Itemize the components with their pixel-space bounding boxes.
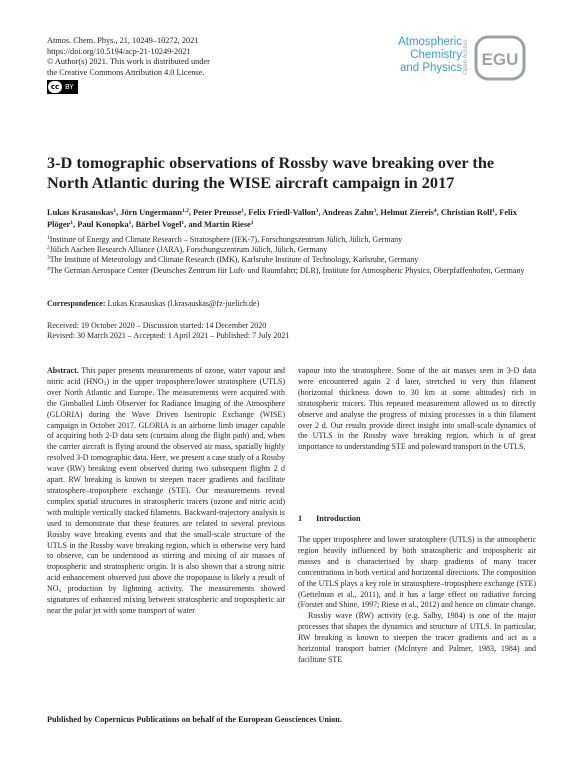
author-name: Helmut Ziereis xyxy=(380,208,434,217)
affiliation-text: The Institute of Meteorology and Climate Research (IMK), Karlsruhe Institute of Technology, Karlsruhe, Germany xyxy=(49,255,419,265)
publisher-footer: Published by Copernicus Publications on behalf of the European Geosciences Union. xyxy=(47,715,342,724)
cc-icon: cc xyxy=(48,81,62,93)
affiliation-item xyxy=(47,266,537,276)
author-name: Felix Friedl-Vallon xyxy=(248,208,316,217)
author-affiliation-mark: 1,2 xyxy=(181,208,189,214)
author-affiliation-mark: 1 xyxy=(70,219,74,226)
revised-accepted-published-dates: Revised: 30 March 2021 – Accepted: 1 April 2021 – Published: 7 July 2021 xyxy=(47,331,290,341)
author-affiliation-mark: 1 xyxy=(250,219,254,226)
correspondence xyxy=(47,299,537,309)
author-affiliation-mark: 1 xyxy=(492,208,496,214)
author-name: Peter Preusse xyxy=(193,208,242,217)
section-title: Introduction xyxy=(316,514,361,523)
author-affiliation-mark: 3 xyxy=(373,208,377,214)
paper-title: 3-D tomographic observations of Rossby wave breaking over the North Atlantic during the WISE aircraft campaign in 2017 xyxy=(47,153,495,193)
author-name: Andreas Zahn xyxy=(322,208,374,217)
journal-name xyxy=(378,36,462,76)
affiliation-text: Institute of Energy and Climate Research – Stratosphere (IEK-7), Forschungszentrum Jülich, Jülich, Germany xyxy=(49,235,403,244)
abstract-paragraph xyxy=(47,366,285,617)
abstract-label: Abstract. xyxy=(47,366,79,375)
journal-name-line3: and Physics xyxy=(399,62,462,75)
egu-logo xyxy=(474,35,526,81)
introduction-body xyxy=(298,535,536,666)
received-discussion-dates: Received: 19 October 2020 – Discussion started: 14 December 2020 xyxy=(47,321,267,330)
author-affiliation-mark: 1 xyxy=(181,219,185,226)
cc-by-badge[interactable] xyxy=(47,80,78,94)
copyright: © Author(s) 2021. This work is distributed under xyxy=(47,57,210,67)
section-heading-introduction xyxy=(298,514,361,523)
license-text: the Creative Commons Attribution 4.0 License. xyxy=(47,67,205,77)
publication-dates xyxy=(47,321,537,342)
author-name: Martin Riese xyxy=(203,219,251,229)
author-affiliation-mark: 1 xyxy=(113,208,117,214)
abstract-text-2: ) in the upper troposphere/lower stratosphere (UTLS) over North Atlantic and Europe. The measurements were acquired with the Gimballed Limb Observer for Radiance Imaging of the Atmosphere (GLORIA) during the Wave Driven Isentropic Exchange (WISE) campaign in October 2017. GLORIA is an airborne limb imager capable of acquiring both 2-D data sets (curtains along the flight path) and, when the carrier aircraft is flying around the observed air mass, spatially highly resolved 3-D tomographic data. Here, we present a case study of a Rossby wave (RW) breaking event observed during two subsequent flights 2 d apart. RW breaking is known to steepen tracer gradients and facilitate stratosphere–troposphere exchange (STE). Our measurements reveal complex spatial structures in stratospheric tracers (ozone and nitric acid) with multiple vertically stacked filaments. Backward-trajectory analysis is used to demonstrate that these features are related to several previous Rossby wave breaking events and that the small-scale structure of the UTLS in the Rossby wave breaking region, which is otherwise very hard to observe, can be understood as stirring and mixing of air masses of tropospheric and stratospheric origin. It is also shown that a strong nitric acid enhancement observed just above the tropopause is likely a result of NO xyxy=(47,376,285,594)
author-name: Bärbel Vogel xyxy=(135,219,182,229)
open-access-label xyxy=(462,34,472,80)
affiliation-number: 4 xyxy=(47,265,50,272)
subscript-x: x xyxy=(58,588,62,595)
correspondence-label: Correspondence: xyxy=(47,299,106,308)
affiliation-item xyxy=(47,245,537,255)
affiliation-number: 3 xyxy=(47,255,50,262)
affiliation-list xyxy=(47,235,537,276)
author-name: Felix Plöger xyxy=(47,208,517,229)
abstract-text-3: production by lightning activity. The measurements showed signatures of enhanced mixing between stratospheric and tropospheric air near the polar jet with some transport of water xyxy=(47,584,285,615)
author-name: Paul Konopka xyxy=(77,219,129,229)
introduction-paragraph-2: Rossby wave (RW) activity (e.g. Salby, 1984) is one of the major processes that shapes the dynamics and structure of UTLS. In particular, RW breaking is known to steepen the tracer gradients and act as a horizontal transport barrier (McIntyre and Palmer, 1983, 1984) and facilitate STE xyxy=(298,611,536,664)
subscript-3: 3 xyxy=(103,380,107,387)
affiliation-text: Jülich Aachen Research Alliance (JARA), Forschungszentrum Jülich, Jülich, Germany xyxy=(49,245,328,255)
author-name: Christian Rolf xyxy=(440,208,493,217)
journal-name-line2: Chemistry xyxy=(410,49,462,62)
section-number: 1 xyxy=(298,514,303,523)
abstract-column-left xyxy=(47,366,285,617)
egu-logo-text: EGU xyxy=(481,50,519,69)
affiliation-item xyxy=(47,255,537,265)
author-affiliation-mark: 1 xyxy=(128,219,132,226)
citation: Atmos. Chem. Phys., 21, 10249–10272, 2021 xyxy=(47,36,199,45)
author-affiliation-mark: 1 xyxy=(241,208,245,214)
abstract-column-right xyxy=(298,366,536,453)
introduction-paragraph-1: The upper troposphere and lower stratosphere (UTLS) is the atmospheric region heavily influenced by both stratospheric and tropospheric air masses and is characterised by sharp gradients of many tracer concentrations in both vertical and horizontal directions. The composition of the UTLS plays a key role in stratosphere–troposphere exchange (STE) (Gettelman et al., 2011), and it has a large effect on radiative forcing (Forster and Shine, 1997; Riese et al., 2012) and hence on climate change. xyxy=(298,535,536,610)
author-list: Lukas Krasauskas$^1$, Jörn Ungermann$^{1,2}$, Peter Preusse$^1$, Felix Friedl-Vallon$^3$, Andreas Zahn$^3$, Helmut Ziereis$^4$, Christian Rolf$^1$, Felix Plöger$^1$, Paul Konopka$^1$, Bärbel Vogel$^1$, and Martin Riese$^1$ xyxy=(47,208,517,229)
header-citation-block xyxy=(47,36,210,94)
author-affiliation-mark: 4 xyxy=(433,208,437,214)
affiliation-number: 1 xyxy=(47,235,50,241)
abstract-text-1: This paper presents measurements of ozone, water vapour and nitric acid (HNO xyxy=(47,366,285,386)
affiliation-item xyxy=(47,235,537,245)
affiliation-number: 2 xyxy=(47,245,50,252)
correspondence-email[interactable]: Lukas Krasauskas (l.krasauskas@fz-juelich.de) xyxy=(107,299,260,308)
by-label: BY xyxy=(65,83,74,92)
journal-name-line1: Atmospheric xyxy=(398,36,462,48)
abstract-continuation: vapour into the stratosphere. Some of the air masses seen in 3-D data were encountered again 2 d later, stretched to very thin filament (horizontal thickness down to 30 km at some altitudes) rich in stratospheric tracers. This repeated measurement allowed us to directly observe and analyse the progress of mixing processes in a thin filament over 2 d. Our results provide direct insight into small-scale dynamics of the UTLS in the Rossby wave breaking region, which is of great importance to understanding STE and poleward transport in the UTLS. xyxy=(298,366,536,452)
author-name: Lukas Krasauskas xyxy=(47,208,114,217)
doi-link[interactable]: https://doi.org/10.5194/acp-21-10249-2021 xyxy=(47,46,191,56)
author-name: Jörn Ungermann xyxy=(120,208,182,217)
open-access-text: Open Access xyxy=(463,39,469,75)
author-affiliation-mark: 3 xyxy=(315,208,319,214)
affiliation-text: The German Aerospace Center (Deutsches Zentrum für Luft- und Raumfahrt; DLR), Institute for Atmospheric Physics, Oberpfaffenhofen, Germany xyxy=(49,265,525,275)
